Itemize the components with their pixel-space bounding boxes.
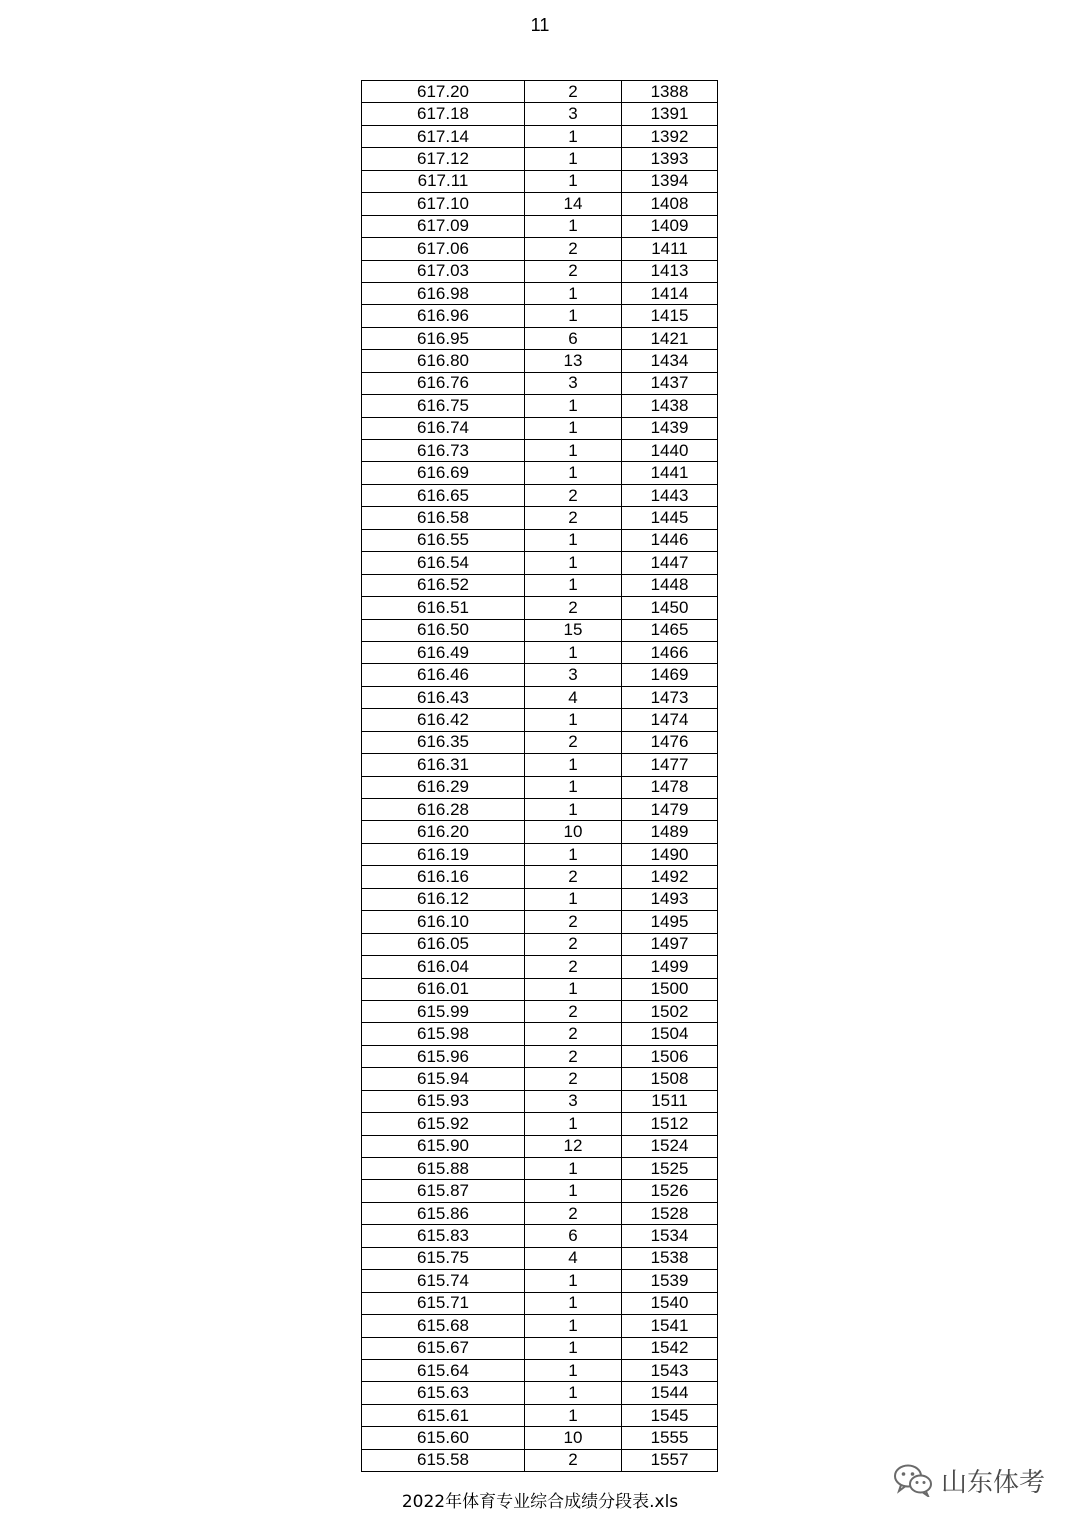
score-cell: 616.69 bbox=[362, 462, 525, 484]
score-cell: 616.96 bbox=[362, 305, 525, 327]
table-row bbox=[362, 888, 718, 910]
score-cell: 615.71 bbox=[362, 1292, 525, 1314]
score-cell: 616.05 bbox=[362, 933, 525, 955]
count-cell: 2 bbox=[525, 1023, 622, 1045]
score-cell: 616.95 bbox=[362, 327, 525, 349]
count-cell: 1 bbox=[525, 1337, 622, 1359]
cumulative-cell: 1441 bbox=[622, 462, 718, 484]
table-row bbox=[362, 260, 718, 282]
table-row bbox=[362, 1247, 718, 1269]
count-cell: 3 bbox=[525, 1090, 622, 1112]
count-cell: 1 bbox=[525, 282, 622, 304]
table-row bbox=[362, 81, 718, 103]
score-cell: 615.99 bbox=[362, 1000, 525, 1022]
score-cell: 615.94 bbox=[362, 1068, 525, 1090]
count-cell: 2 bbox=[525, 866, 622, 888]
table-row bbox=[362, 215, 718, 237]
watermark-text: 山东体考 bbox=[941, 1467, 1046, 1498]
score-cell: 615.60 bbox=[362, 1427, 525, 1449]
count-cell: 2 bbox=[525, 1449, 622, 1471]
count-cell: 1 bbox=[525, 574, 622, 596]
table-row bbox=[362, 440, 718, 462]
score-cell: 616.10 bbox=[362, 911, 525, 933]
table-row bbox=[362, 484, 718, 506]
count-cell: 1 bbox=[525, 978, 622, 1000]
table-row bbox=[362, 641, 718, 663]
score-cell: 616.80 bbox=[362, 350, 525, 372]
count-cell: 1 bbox=[525, 440, 622, 462]
count-cell: 1 bbox=[525, 888, 622, 910]
cumulative-cell: 1542 bbox=[622, 1337, 718, 1359]
cumulative-cell: 1448 bbox=[622, 574, 718, 596]
cumulative-cell: 1446 bbox=[622, 529, 718, 551]
table-row bbox=[362, 103, 718, 125]
table-row bbox=[362, 395, 718, 417]
count-cell: 1 bbox=[525, 1270, 622, 1292]
table-row bbox=[362, 305, 718, 327]
count-cell: 2 bbox=[525, 1000, 622, 1022]
score-cell: 615.64 bbox=[362, 1359, 525, 1381]
count-cell: 1 bbox=[525, 395, 622, 417]
score-cell: 615.58 bbox=[362, 1449, 525, 1471]
count-cell: 13 bbox=[525, 350, 622, 372]
cumulative-cell: 1479 bbox=[622, 799, 718, 821]
cumulative-cell: 1504 bbox=[622, 1023, 718, 1045]
table-row bbox=[362, 1359, 718, 1381]
cumulative-cell: 1478 bbox=[622, 776, 718, 798]
cumulative-cell: 1499 bbox=[622, 956, 718, 978]
table-row bbox=[362, 1225, 718, 1247]
count-cell: 1 bbox=[525, 1113, 622, 1135]
score-cell: 616.74 bbox=[362, 417, 525, 439]
count-cell: 1 bbox=[525, 1382, 622, 1404]
count-cell: 1 bbox=[525, 1158, 622, 1180]
table-row bbox=[362, 843, 718, 865]
count-cell: 1 bbox=[525, 1359, 622, 1381]
table-row bbox=[362, 1158, 718, 1180]
cumulative-cell: 1409 bbox=[622, 215, 718, 237]
count-cell: 2 bbox=[525, 933, 622, 955]
table-row bbox=[362, 686, 718, 708]
count-cell: 1 bbox=[525, 170, 622, 192]
score-cell: 616.52 bbox=[362, 574, 525, 596]
cumulative-cell: 1539 bbox=[622, 1270, 718, 1292]
count-cell: 3 bbox=[525, 103, 622, 125]
cumulative-cell: 1502 bbox=[622, 1000, 718, 1022]
cumulative-cell: 1477 bbox=[622, 754, 718, 776]
count-cell: 1 bbox=[525, 1404, 622, 1426]
count-cell: 1 bbox=[525, 641, 622, 663]
score-cell: 617.11 bbox=[362, 170, 525, 192]
score-cell: 617.12 bbox=[362, 148, 525, 170]
score-cell: 615.61 bbox=[362, 1404, 525, 1426]
cumulative-cell: 1474 bbox=[622, 709, 718, 731]
count-cell: 2 bbox=[525, 484, 622, 506]
table-row bbox=[362, 462, 718, 484]
cumulative-cell: 1469 bbox=[622, 664, 718, 686]
cumulative-cell: 1524 bbox=[622, 1135, 718, 1157]
cumulative-cell: 1438 bbox=[622, 395, 718, 417]
cumulative-cell: 1492 bbox=[622, 866, 718, 888]
cumulative-cell: 1447 bbox=[622, 552, 718, 574]
table-row bbox=[362, 1449, 718, 1471]
score-cell: 615.74 bbox=[362, 1270, 525, 1292]
score-cell: 616.54 bbox=[362, 552, 525, 574]
score-cell: 616.55 bbox=[362, 529, 525, 551]
cumulative-cell: 1388 bbox=[622, 81, 718, 103]
table-row bbox=[362, 911, 718, 933]
cumulative-cell: 1490 bbox=[622, 843, 718, 865]
score-cell: 615.90 bbox=[362, 1135, 525, 1157]
cumulative-cell: 1411 bbox=[622, 238, 718, 260]
score-cell: 617.09 bbox=[362, 215, 525, 237]
table-row bbox=[362, 350, 718, 372]
table-row bbox=[362, 327, 718, 349]
table-row bbox=[362, 372, 718, 394]
count-cell: 2 bbox=[525, 260, 622, 282]
cumulative-cell: 1526 bbox=[622, 1180, 718, 1202]
table-row bbox=[362, 1382, 718, 1404]
cumulative-cell: 1421 bbox=[622, 327, 718, 349]
table-row bbox=[362, 574, 718, 596]
table-row bbox=[362, 1113, 718, 1135]
score-cell: 615.83 bbox=[362, 1225, 525, 1247]
table-row bbox=[362, 821, 718, 843]
table-row bbox=[362, 1270, 718, 1292]
score-cell: 616.16 bbox=[362, 866, 525, 888]
count-cell: 2 bbox=[525, 1045, 622, 1067]
cumulative-cell: 1557 bbox=[622, 1449, 718, 1471]
cumulative-cell: 1415 bbox=[622, 305, 718, 327]
count-cell: 2 bbox=[525, 507, 622, 529]
score-cell: 616.28 bbox=[362, 799, 525, 821]
count-cell: 1 bbox=[525, 1180, 622, 1202]
count-cell: 1 bbox=[525, 754, 622, 776]
cumulative-cell: 1500 bbox=[622, 978, 718, 1000]
table-row bbox=[362, 1090, 718, 1112]
cumulative-cell: 1394 bbox=[622, 170, 718, 192]
cumulative-cell: 1506 bbox=[622, 1045, 718, 1067]
table-row bbox=[362, 125, 718, 147]
cumulative-cell: 1408 bbox=[622, 193, 718, 215]
count-cell: 1 bbox=[525, 552, 622, 574]
count-cell: 1 bbox=[525, 1292, 622, 1314]
score-table bbox=[361, 80, 718, 1472]
score-cell: 616.76 bbox=[362, 372, 525, 394]
count-cell: 1 bbox=[525, 305, 622, 327]
cumulative-cell: 1495 bbox=[622, 911, 718, 933]
score-cell: 615.63 bbox=[362, 1382, 525, 1404]
cumulative-cell: 1465 bbox=[622, 619, 718, 641]
count-cell: 1 bbox=[525, 125, 622, 147]
table-row bbox=[362, 1135, 718, 1157]
score-cell: 615.68 bbox=[362, 1315, 525, 1337]
cumulative-cell: 1528 bbox=[622, 1202, 718, 1224]
score-cell: 617.03 bbox=[362, 260, 525, 282]
score-cell: 616.19 bbox=[362, 843, 525, 865]
score-cell: 616.35 bbox=[362, 731, 525, 753]
score-cell: 616.98 bbox=[362, 282, 525, 304]
table-row bbox=[362, 238, 718, 260]
cumulative-cell: 1525 bbox=[622, 1158, 718, 1180]
footer-filename: 2022年体育专业综合成绩分段表.xls bbox=[401, 1492, 679, 1512]
cumulative-cell: 1512 bbox=[622, 1113, 718, 1135]
cumulative-cell: 1538 bbox=[622, 1247, 718, 1269]
cumulative-cell: 1489 bbox=[622, 821, 718, 843]
score-cell: 616.46 bbox=[362, 664, 525, 686]
table-row bbox=[362, 731, 718, 753]
table-row bbox=[362, 1315, 718, 1337]
cumulative-cell: 1555 bbox=[622, 1427, 718, 1449]
table-row bbox=[362, 282, 718, 304]
score-cell: 617.18 bbox=[362, 103, 525, 125]
table-row bbox=[362, 1045, 718, 1067]
cumulative-cell: 1393 bbox=[622, 148, 718, 170]
score-cell: 616.65 bbox=[362, 484, 525, 506]
score-cell: 615.93 bbox=[362, 1090, 525, 1112]
table-row bbox=[362, 1404, 718, 1426]
count-cell: 1 bbox=[525, 215, 622, 237]
table-row bbox=[362, 1427, 718, 1449]
table-row bbox=[362, 552, 718, 574]
count-cell: 2 bbox=[525, 1202, 622, 1224]
cumulative-cell: 1443 bbox=[622, 484, 718, 506]
cumulative-cell: 1497 bbox=[622, 933, 718, 955]
table-row bbox=[362, 170, 718, 192]
count-cell: 6 bbox=[525, 1225, 622, 1247]
cumulative-cell: 1392 bbox=[622, 125, 718, 147]
count-cell: 1 bbox=[525, 148, 622, 170]
score-cell: 616.20 bbox=[362, 821, 525, 843]
count-cell: 2 bbox=[525, 731, 622, 753]
cumulative-cell: 1450 bbox=[622, 597, 718, 619]
table-row bbox=[362, 776, 718, 798]
score-cell: 616.50 bbox=[362, 619, 525, 641]
table-row bbox=[362, 507, 718, 529]
cumulative-cell: 1434 bbox=[622, 350, 718, 372]
table-row bbox=[362, 1337, 718, 1359]
table-row bbox=[362, 799, 718, 821]
score-cell: 617.20 bbox=[362, 81, 525, 103]
table-row bbox=[362, 597, 718, 619]
score-cell: 616.29 bbox=[362, 776, 525, 798]
count-cell: 3 bbox=[525, 372, 622, 394]
score-cell: 615.92 bbox=[362, 1113, 525, 1135]
score-cell: 615.96 bbox=[362, 1045, 525, 1067]
table-row bbox=[362, 193, 718, 215]
score-cell: 616.01 bbox=[362, 978, 525, 1000]
cumulative-cell: 1391 bbox=[622, 103, 718, 125]
score-cell: 616.31 bbox=[362, 754, 525, 776]
table-row bbox=[362, 417, 718, 439]
score-cell: 616.51 bbox=[362, 597, 525, 619]
count-cell: 2 bbox=[525, 597, 622, 619]
count-cell: 14 bbox=[525, 193, 622, 215]
cumulative-cell: 1473 bbox=[622, 686, 718, 708]
cumulative-cell: 1544 bbox=[622, 1382, 718, 1404]
cumulative-cell: 1541 bbox=[622, 1315, 718, 1337]
score-cell: 615.75 bbox=[362, 1247, 525, 1269]
score-cell: 615.86 bbox=[362, 1202, 525, 1224]
score-cell: 616.42 bbox=[362, 709, 525, 731]
table-row bbox=[362, 1202, 718, 1224]
count-cell: 1 bbox=[525, 1315, 622, 1337]
count-cell: 4 bbox=[525, 686, 622, 708]
score-cell: 615.98 bbox=[362, 1023, 525, 1045]
count-cell: 12 bbox=[525, 1135, 622, 1157]
cumulative-cell: 1445 bbox=[622, 507, 718, 529]
count-cell: 2 bbox=[525, 956, 622, 978]
table-row bbox=[362, 754, 718, 776]
table-row bbox=[362, 1000, 718, 1022]
table-row bbox=[362, 664, 718, 686]
cumulative-cell: 1511 bbox=[622, 1090, 718, 1112]
count-cell: 1 bbox=[525, 417, 622, 439]
count-cell: 10 bbox=[525, 1427, 622, 1449]
count-cell: 2 bbox=[525, 81, 622, 103]
score-cell: 617.10 bbox=[362, 193, 525, 215]
score-cell: 616.73 bbox=[362, 440, 525, 462]
count-cell: 6 bbox=[525, 327, 622, 349]
table-row bbox=[362, 148, 718, 170]
count-cell: 2 bbox=[525, 1068, 622, 1090]
cumulative-cell: 1439 bbox=[622, 417, 718, 439]
table-row bbox=[362, 1023, 718, 1045]
cumulative-cell: 1493 bbox=[622, 888, 718, 910]
table-row bbox=[362, 1292, 718, 1314]
score-cell: 616.12 bbox=[362, 888, 525, 910]
score-cell: 616.75 bbox=[362, 395, 525, 417]
score-cell: 616.58 bbox=[362, 507, 525, 529]
score-cell: 617.14 bbox=[362, 125, 525, 147]
cumulative-cell: 1476 bbox=[622, 731, 718, 753]
score-cell: 616.43 bbox=[362, 686, 525, 708]
score-cell: 616.04 bbox=[362, 956, 525, 978]
table-row bbox=[362, 978, 718, 1000]
page-number: 11 bbox=[530, 15, 550, 35]
table-row bbox=[362, 709, 718, 731]
cumulative-cell: 1466 bbox=[622, 641, 718, 663]
count-cell: 1 bbox=[525, 776, 622, 798]
score-cell: 617.06 bbox=[362, 238, 525, 260]
count-cell: 1 bbox=[525, 843, 622, 865]
cumulative-cell: 1414 bbox=[622, 282, 718, 304]
count-cell: 2 bbox=[525, 238, 622, 260]
count-cell: 15 bbox=[525, 619, 622, 641]
score-cell: 615.87 bbox=[362, 1180, 525, 1202]
score-cell: 616.49 bbox=[362, 641, 525, 663]
cumulative-cell: 1545 bbox=[622, 1404, 718, 1426]
table-row bbox=[362, 1068, 718, 1090]
count-cell: 1 bbox=[525, 709, 622, 731]
cumulative-cell: 1534 bbox=[622, 1225, 718, 1247]
table-row bbox=[362, 956, 718, 978]
count-cell: 1 bbox=[525, 462, 622, 484]
cumulative-cell: 1540 bbox=[622, 1292, 718, 1314]
cumulative-cell: 1413 bbox=[622, 260, 718, 282]
score-cell: 615.67 bbox=[362, 1337, 525, 1359]
cumulative-cell: 1437 bbox=[622, 372, 718, 394]
count-cell: 3 bbox=[525, 664, 622, 686]
table-row bbox=[362, 933, 718, 955]
table-row bbox=[362, 866, 718, 888]
cumulative-cell: 1440 bbox=[622, 440, 718, 462]
count-cell: 2 bbox=[525, 911, 622, 933]
score-cell: 615.88 bbox=[362, 1158, 525, 1180]
count-cell: 10 bbox=[525, 821, 622, 843]
cumulative-cell: 1508 bbox=[622, 1068, 718, 1090]
table-row bbox=[362, 529, 718, 551]
count-cell: 4 bbox=[525, 1247, 622, 1269]
table-row bbox=[362, 619, 718, 641]
table-row bbox=[362, 1180, 718, 1202]
count-cell: 1 bbox=[525, 529, 622, 551]
count-cell: 1 bbox=[525, 799, 622, 821]
cumulative-cell: 1543 bbox=[622, 1359, 718, 1381]
score-table-body bbox=[362, 81, 718, 1472]
